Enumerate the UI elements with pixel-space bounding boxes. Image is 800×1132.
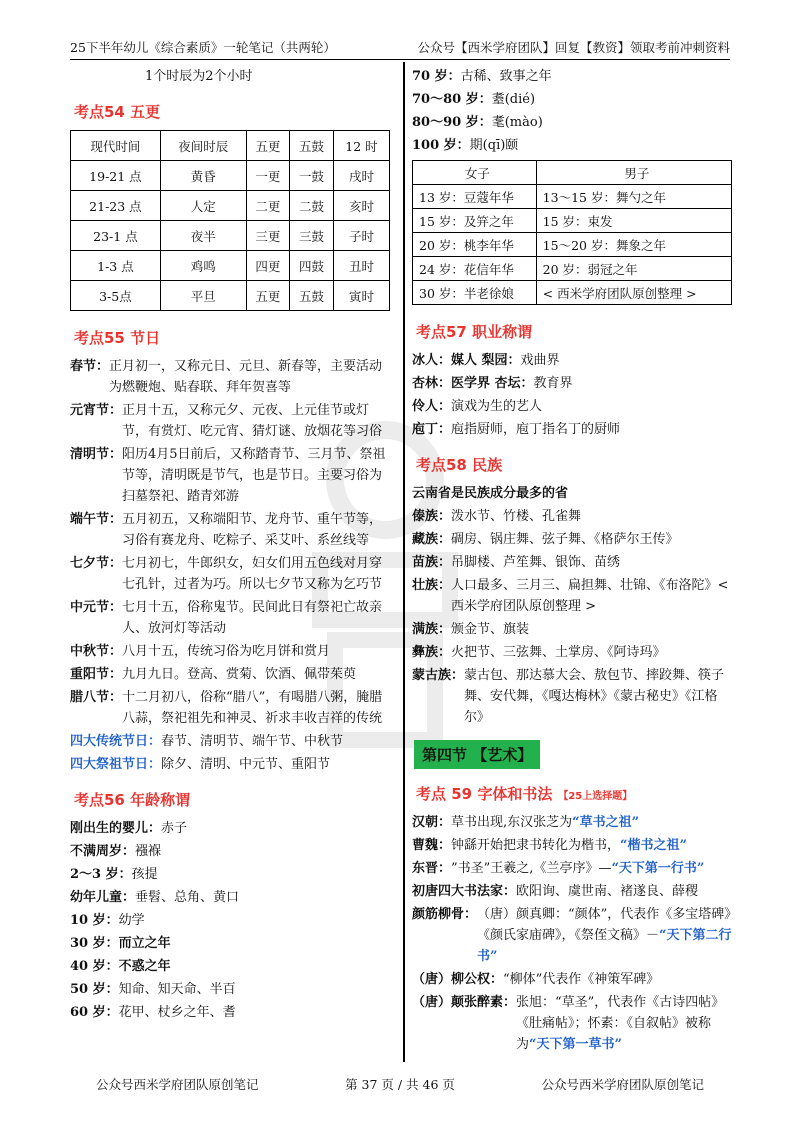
festival-desc: 十二月初八，俗称“腊八”，有喝腊八粥，腌腊八蒜，祭祀祖先和神灵、祈求丰收吉祥的传统 xyxy=(122,690,383,726)
festival-item xyxy=(70,553,390,595)
gender-age-table xyxy=(412,160,732,305)
age-value: 耋(dié) xyxy=(491,92,536,107)
age-item xyxy=(412,89,732,110)
table-row xyxy=(71,281,390,311)
table-header: 夜间时辰 xyxy=(160,131,246,161)
ethnic-name: 傣族： xyxy=(412,509,452,524)
k57-title: 考点57 职业称谓 xyxy=(416,323,533,341)
age-value: 知命、知天命、半百 xyxy=(118,982,236,997)
column-divider xyxy=(403,62,405,1062)
calli-era: 汉朝： xyxy=(412,815,452,830)
festival-name: 端午节： xyxy=(70,512,123,527)
five-watches-table xyxy=(70,130,390,311)
age-key: 100 岁： xyxy=(412,138,470,153)
ethnic-item xyxy=(412,619,732,640)
ethnic-desc: 人口最多、三月三、扁担舞、壮锦、《布洛陀》< 西米学府团队原创整理 > xyxy=(451,578,729,614)
table-cell: 三鼓 xyxy=(290,221,334,251)
table-cell: 15～20 岁：舞象之年 xyxy=(536,233,731,257)
age-list-2 xyxy=(412,66,732,156)
age-key: 2～3 岁： xyxy=(70,867,132,882)
table-cell: 21-23 点 xyxy=(71,191,161,221)
table-cell: 19-21 点 xyxy=(71,161,161,191)
table-cell: 四鼓 xyxy=(290,251,334,281)
table-header: 12 时 xyxy=(333,131,389,161)
job-value: 演戏为生的艺人 xyxy=(451,399,543,414)
table-cell: 五鼓 xyxy=(290,281,334,311)
age-item xyxy=(70,864,390,885)
four-ancestor: 四大祭祖节日： 除夕、清明、中元节、重阳节 xyxy=(70,757,331,772)
ethnic-desc: 吊脚楼、芦笙舞、银饰、苗绣 xyxy=(451,555,621,570)
job-key: 杏林： xyxy=(412,376,452,391)
table-cell: 一更 xyxy=(246,161,290,191)
table-row xyxy=(413,281,732,305)
festival-desc: 正月十五，又称元夕、元夜、上元佳节或灯节，有赏灯、吃元宵、猜灯谜、放烟花等习俗 xyxy=(122,403,383,439)
calli-text: 草书出现,东汉张芝为 xyxy=(451,815,573,830)
job-key: 庖丁： xyxy=(412,422,452,437)
table-cell: 亥时 xyxy=(333,191,389,221)
festival-item xyxy=(70,509,390,551)
festival-item xyxy=(70,597,390,639)
table-row xyxy=(71,161,390,191)
calli-highlight: “天下第一行书” xyxy=(611,861,705,876)
table-row xyxy=(71,221,390,251)
age-value: 襁褓 xyxy=(135,844,162,859)
festival-list xyxy=(70,356,390,729)
ethnic-name: 彝族： xyxy=(412,645,452,660)
festival-desc: 七月十五，俗称鬼节。民间此日有祭祀亡故亲人、放河灯等活动 xyxy=(122,600,383,636)
table-cell: 二更 xyxy=(246,191,290,221)
calli-era: 曹魏： xyxy=(412,838,452,853)
table-cell: 四更 xyxy=(246,251,290,281)
table-row xyxy=(413,257,732,281)
job-item xyxy=(412,419,732,440)
ethnic-name: 壮族： xyxy=(412,578,452,593)
age-key: 40 岁： xyxy=(70,959,119,974)
table-cell: 鸡鸣 xyxy=(160,251,246,281)
age-value: 幼学 xyxy=(118,913,145,928)
age-value: 垂髫、总角、黄口 xyxy=(135,890,240,905)
table-cell: 二鼓 xyxy=(290,191,334,221)
table-header: 现代时间 xyxy=(71,131,161,161)
calli-text: ”书圣”王羲之,《兰亭序》— xyxy=(451,861,612,876)
age-value: 不惑之年 xyxy=(118,959,171,974)
ethnic-name: 蒙古族： xyxy=(412,668,465,683)
festival-name: 春节： xyxy=(70,359,110,374)
table-cell: 15 岁：及笄之年 xyxy=(413,209,537,233)
age-value: 而立之年 xyxy=(118,936,171,951)
age-key: 70 岁： xyxy=(412,69,461,84)
festival-name: 七夕节： xyxy=(70,556,123,571)
page-footer xyxy=(96,1075,704,1093)
job-value: 戏曲界 xyxy=(520,353,560,368)
table-cell: < 西米学府团队原创整理 > xyxy=(536,281,731,305)
age-item xyxy=(412,135,732,156)
table-header: 五鼓 xyxy=(290,131,334,161)
job-value: 庖指厨师，庖丁指名丁的厨师 xyxy=(451,422,621,437)
k58-title: 考点58 民族 xyxy=(416,456,503,474)
calligraphy-list xyxy=(412,812,732,879)
tang4-line: 初唐四大书法家： 欧阳询、虞世南、褚遂良、薛稷 xyxy=(412,884,699,899)
four-traditional: 四大传统节日： 春节、清明节、端午节、中秋节 xyxy=(70,734,344,749)
festival-desc: 正月初一，又称元日、元旦、新春等，主要活动为燃鞭炮、贴春联、拜年贺喜等 xyxy=(109,359,383,395)
liu-line: （唐）柳公权： “柳体”代表作《神策军碑》 xyxy=(412,972,660,987)
table-cell: 23-1 点 xyxy=(71,221,161,251)
festival-name: 腊八节： xyxy=(70,690,123,705)
calli-item xyxy=(412,812,732,833)
ethnic-item xyxy=(412,552,732,573)
age-item xyxy=(70,933,390,954)
festival-name: 元宵节： xyxy=(70,403,123,418)
table-row xyxy=(71,251,390,281)
ethnic-desc: 火把节、三弦舞、土掌房、《阿诗玛》 xyxy=(451,645,666,660)
age-item xyxy=(70,887,390,908)
ethnic-name: 苗族： xyxy=(412,555,452,570)
age-list xyxy=(70,818,390,1023)
table-cell: 13 岁：豆蔻年华 xyxy=(413,185,537,209)
festival-item xyxy=(70,356,390,398)
table-cell: 30 岁：半老徐娘 xyxy=(413,281,537,305)
table-cell: 子时 xyxy=(333,221,389,251)
age-value: 孩提 xyxy=(131,867,158,882)
calli-era: 东晋： xyxy=(412,861,452,876)
table-cell: 三更 xyxy=(246,221,290,251)
age-value: 耄(mào) xyxy=(491,115,543,130)
ethnic-item xyxy=(412,575,732,617)
age-key: 70～80 岁： xyxy=(412,92,492,107)
ethnic-desc: 泼水节、竹楼、孔雀舞 xyxy=(451,509,582,524)
festival-item xyxy=(70,687,390,729)
yunnan-line: 云南省是民族成分最多的省 xyxy=(412,486,569,501)
footer-left: 公众号西米学府团队原创笔记 xyxy=(96,1077,259,1092)
ethnic-item xyxy=(412,642,732,663)
job-key: 伶人： xyxy=(412,399,452,414)
table-cell: 戌时 xyxy=(333,161,389,191)
left-column xyxy=(70,66,390,1025)
table-cell: 1-3 点 xyxy=(71,251,161,281)
festival-item xyxy=(70,444,390,507)
section4-title: 第四节 【艺术】 xyxy=(414,740,540,769)
ethnic-desc: 蒙古包、那达慕大会、敖包节、摔跤舞、筷子舞、安代舞，《嘎达梅林》《蒙古秘史》《江格尔》 xyxy=(464,668,725,725)
table-row xyxy=(413,233,732,257)
zhang-line: （唐）颠张醉素： 张旭：“草圣”，代表作《古诗四帖》《肚痛帖》；怀素：《自叙帖》被称为“天下第一草书” xyxy=(412,995,725,1052)
age-item xyxy=(70,1002,390,1023)
festival-item xyxy=(70,641,390,662)
table-cell: 人定 xyxy=(160,191,246,221)
yan-line: 颜筋柳骨： （唐）颜真卿：“颜体”，代表作《多宝塔碑》《颜氏家庙碑》，《祭侄文稿》－“天下第二行书” xyxy=(412,907,732,964)
age-key: 10 岁： xyxy=(70,913,119,928)
table-cell: 15 岁：束发 xyxy=(536,209,731,233)
table-cell: 13～15 岁：舞勺之年 xyxy=(536,185,731,209)
festival-desc: 九月九日。登高、赏菊、饮酒、佩带茱萸 xyxy=(122,667,357,682)
festival-item xyxy=(70,400,390,442)
festival-desc: 七月初七，牛郎织女，妇女们用五色线对月穿七孔针，过者为巧。所以七夕节又称为乞巧节 xyxy=(122,556,383,592)
k54-title: 考点54 五更 xyxy=(74,103,161,121)
ethnic-desc: 颁金节、旗装 xyxy=(451,622,530,637)
age-item xyxy=(412,112,732,133)
ethnic-item xyxy=(412,506,732,527)
job-value: 教育界 xyxy=(533,376,573,391)
age-key: 80～90 岁： xyxy=(412,115,492,130)
k59-tag: 【25上选择题】 xyxy=(558,791,633,802)
k56-title: 考点56 年龄称谓 xyxy=(74,791,191,809)
age-item xyxy=(70,818,390,839)
right-column xyxy=(412,66,732,1057)
ethnic-name: 藏族： xyxy=(412,532,452,547)
ethnic-desc: 碉房、锅庄舞、弦子舞、《格萨尔王传》 xyxy=(451,532,679,547)
age-item xyxy=(70,979,390,1000)
festival-name: 中元节： xyxy=(70,600,123,615)
table-header: 男子 xyxy=(536,161,731,185)
ethnic-list xyxy=(412,506,732,728)
k55-title: 考点55 节日 xyxy=(74,329,161,347)
age-value: 期(qī)颐 xyxy=(469,138,519,153)
footer-right: 公众号西米学府团队原创笔记 xyxy=(541,1077,704,1092)
table-cell: 20 岁：桃李年华 xyxy=(413,233,537,257)
age-item xyxy=(70,910,390,931)
ethnic-item xyxy=(412,529,732,550)
festival-desc: 八月十五，传统习俗为吃月饼和赏月 xyxy=(122,644,331,659)
table-cell: 寅时 xyxy=(333,281,389,311)
age-item xyxy=(70,841,390,862)
age-value: 赤子 xyxy=(161,821,188,836)
calli-desc xyxy=(451,812,732,833)
age-key: 50 岁： xyxy=(70,982,119,997)
table-row xyxy=(413,209,732,233)
festival-name: 重阳节： xyxy=(70,667,123,682)
calli-item xyxy=(412,858,732,879)
header-right: 公众号【西米学府团队】回复【教资】领取考前冲刺资料 xyxy=(417,40,730,55)
job-key: 冰人： xyxy=(412,353,452,368)
table-row xyxy=(71,191,390,221)
festival-name: 清明节： xyxy=(70,447,123,462)
age-key: 不满周岁： xyxy=(70,844,136,859)
table-cell: 平旦 xyxy=(160,281,246,311)
age-key: 30 岁： xyxy=(70,936,119,951)
ethnic-name: 满族： xyxy=(412,622,452,637)
age-item xyxy=(412,66,732,87)
job-list xyxy=(412,350,732,440)
age-value: 花甲、杖乡之年、耆 xyxy=(118,1005,236,1020)
festival-item xyxy=(70,664,390,685)
job-item xyxy=(412,373,732,394)
job-key2: 媒人 梨园： xyxy=(451,353,521,368)
calli-item xyxy=(412,835,732,856)
table-cell: 五更 xyxy=(246,281,290,311)
footer-center: 第 37 页 / 共 46 页 xyxy=(345,1077,455,1092)
table-cell: 夜半 xyxy=(160,221,246,251)
age-key: 幼年儿童： xyxy=(70,890,136,905)
table-cell: 一鼓 xyxy=(290,161,334,191)
calli-desc xyxy=(451,835,732,856)
ethnic-item xyxy=(412,665,732,728)
k59-title: 考点 59 字体和书法 【25上选择题】 xyxy=(416,785,633,803)
calli-text: 钟繇开始把隶书转化为楷书， xyxy=(451,838,621,853)
intro-line: 1个时辰为2个小时 xyxy=(145,69,253,84)
page-header xyxy=(70,38,730,60)
table-cell: 3-5点 xyxy=(71,281,161,311)
job-item xyxy=(412,396,732,417)
job-item xyxy=(412,350,732,371)
calli-highlight: “草书之祖” xyxy=(572,815,640,830)
festival-desc: 五月初五，又称端阳节、龙舟节、重午节等，习俗有赛龙舟、吃粽子、采艾叶、系丝线等 xyxy=(122,512,383,548)
calli-desc xyxy=(451,858,732,879)
festival-desc: 阳历4月5日前后，又称踏青节、三月节、祭祖节等，清明既是节气，也是节日。主要习俗为扫墓祭祀、踏青郊游 xyxy=(122,447,386,504)
calli-highlight: “楷书之祖” xyxy=(620,838,687,853)
age-key: 60 岁： xyxy=(70,1005,119,1020)
header-left: 25下半年幼儿《综合素质》一轮笔记（共两轮） xyxy=(70,40,336,55)
table-cell: 丑时 xyxy=(333,251,389,281)
job-key2: 医学界 杏坛： xyxy=(451,376,534,391)
age-key: 刚出生的婴儿： xyxy=(70,821,162,836)
table-header: 女子 xyxy=(413,161,537,185)
table-cell: 20 岁：弱冠之年 xyxy=(536,257,731,281)
age-value: 古稀、致事之年 xyxy=(460,69,552,84)
age-item xyxy=(70,956,390,977)
table-header: 五更 xyxy=(246,131,290,161)
festival-name: 中秋节： xyxy=(70,644,123,659)
table-cell: 黄昏 xyxy=(160,161,246,191)
table-row xyxy=(413,185,732,209)
table-cell: 24 岁：花信年华 xyxy=(413,257,537,281)
